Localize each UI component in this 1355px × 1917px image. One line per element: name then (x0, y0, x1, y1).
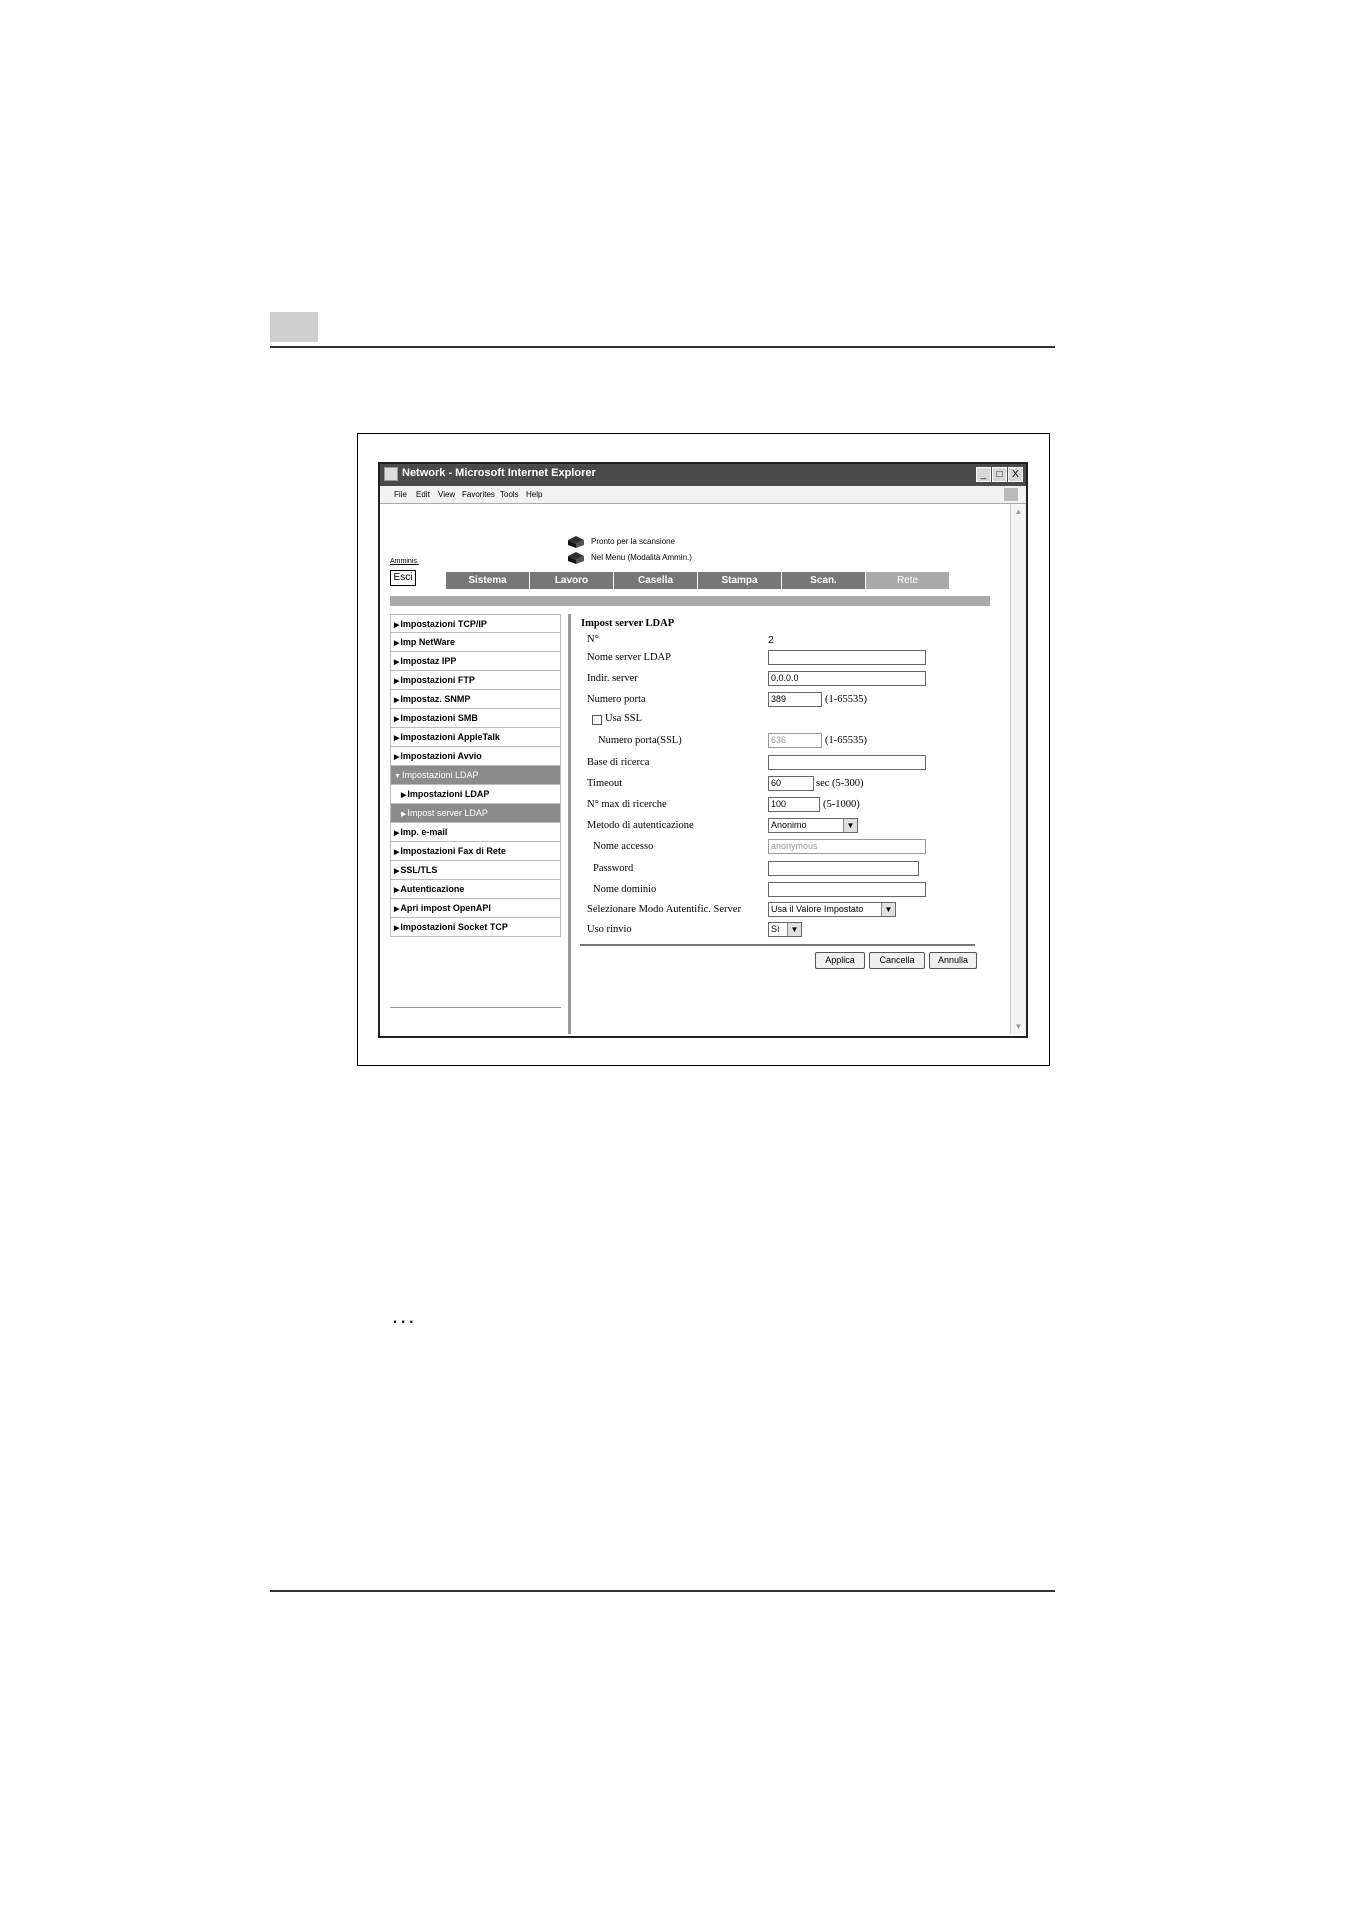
tab-scan[interactable]: Scan. (782, 572, 866, 589)
triangle-right-icon: ▶ (401, 811, 407, 818)
domain-name-input[interactable] (768, 882, 926, 897)
scroll-down-icon[interactable]: ▼ (1014, 1022, 1023, 1031)
sidebar-item-network-fax[interactable]: ▶Impostazioni Fax di Rete (390, 842, 561, 861)
sidebar-item-ldap[interactable]: ▼Impostazioni LDAP (390, 766, 561, 785)
use-ssl-checkbox[interactable] (592, 715, 602, 725)
port-range: (1-65535) (825, 694, 867, 705)
ssl-port-label: Numero porta(SSL) (598, 735, 682, 746)
no-label: N° (587, 634, 599, 645)
max-searches-label: N° max di ricerche (587, 799, 667, 810)
sidebar-item-socket-tcp[interactable]: ▶Impostazioni Socket TCP (390, 918, 561, 937)
chevron-down-icon: ▼ (787, 923, 801, 936)
referral-label: Uso rinvio (587, 924, 632, 935)
max-searches-input[interactable]: 100 (768, 797, 820, 812)
browser-window (378, 462, 1028, 1038)
page-marker (270, 312, 318, 342)
triangle-right-icon: ▶ (394, 849, 400, 856)
close-button[interactable]: X (1008, 467, 1023, 482)
sidebar-item-ftp[interactable]: ▶Impostazioni FTP (390, 671, 561, 690)
server-address-input[interactable]: 0.0.0.0 (768, 671, 926, 686)
referral-select[interactable] (768, 922, 802, 937)
admin-link[interactable]: Amminis. (390, 558, 419, 565)
printer-admin-icon (566, 550, 586, 565)
vertical-divider (568, 614, 571, 1034)
triangle-right-icon: ▶ (394, 659, 400, 666)
triangle-right-icon: ▶ (394, 754, 400, 761)
server-name-input[interactable] (768, 650, 926, 665)
triangle-right-icon: ▶ (394, 887, 400, 894)
triangle-right-icon: ▶ (394, 678, 400, 685)
sidebar (390, 614, 561, 937)
sidebar-item-snmp[interactable]: ▶Impostaz. SNMP (390, 690, 561, 709)
triangle-right-icon: ▶ (394, 906, 400, 913)
minimize-button[interactable]: _ (976, 467, 991, 482)
form-title: Impost server LDAP (581, 618, 675, 629)
printer-icon (566, 534, 586, 549)
referral-value: Sì (771, 924, 780, 934)
windows-logo-icon (1004, 488, 1018, 501)
sidebar-item-smb[interactable]: ▶Impostazioni SMB (390, 709, 561, 728)
auth-mode-label: Selezionare Modo Autentific. Server (587, 904, 741, 915)
clear-button[interactable]: Cancella (869, 952, 925, 969)
cancel-button[interactable]: Annulla (929, 952, 977, 969)
triangle-right-icon: ▶ (394, 716, 400, 723)
triangle-right-icon: ▶ (394, 697, 400, 704)
server-name-label: Nome server LDAP (587, 652, 671, 663)
menu-help[interactable]: Help (526, 490, 543, 499)
password-input[interactable] (768, 861, 919, 876)
triangle-right-icon: ▶ (394, 640, 400, 647)
use-ssl-label: Usa SSL (605, 713, 643, 724)
chevron-down-icon: ▼ (843, 819, 857, 832)
maximize-button[interactable]: □ (992, 467, 1007, 482)
domain-name-label: Nome dominio (593, 884, 657, 895)
menu-tools[interactable]: Tools (500, 490, 519, 499)
menu-view[interactable]: View (438, 490, 456, 499)
auth-mode-value: Usa il Valore Impostato (771, 904, 864, 914)
auth-method-label: Metodo di autenticazione (587, 820, 694, 831)
no-value: 2 (768, 634, 774, 646)
footer-rule (270, 1590, 1055, 1592)
sidebar-item-email[interactable]: ▶Imp. e-mail (390, 823, 561, 842)
auth-method-value: Anonimo (771, 820, 807, 830)
sidebar-subitem-ldap-server[interactable]: ▶Impost server LDAP (390, 804, 561, 823)
triangle-right-icon: ▶ (401, 792, 407, 799)
server-address-label: Indir. server (587, 673, 638, 684)
sidebar-item-tcpip[interactable]: ▶Impostazioni TCP/IP (390, 614, 561, 633)
tab-casella[interactable]: Casella (614, 572, 698, 589)
login-name-input[interactable]: anonymous (768, 839, 926, 854)
sidebar-bottom-rule (390, 1007, 561, 1008)
tab-sistema[interactable]: Sistema (446, 572, 530, 589)
chevron-down-icon: ▼ (881, 903, 895, 916)
sidebar-item-openapi[interactable]: ▶Apri impost OpenAPI (390, 899, 561, 918)
timeout-range: sec (5-300) (816, 778, 864, 789)
page-content (380, 504, 1010, 1034)
apply-button[interactable]: Applica (815, 952, 865, 969)
status-ready: Pronto per la scansione (591, 537, 676, 546)
port-label: Numero porta (587, 694, 646, 705)
timeout-input[interactable]: 60 (768, 776, 814, 791)
ie-icon (384, 467, 398, 481)
sidebar-item-ipp[interactable]: ▶Impostaz IPP (390, 652, 561, 671)
sidebar-item-ssl-tls[interactable]: ▶SSL/TLS (390, 861, 561, 880)
menu-file[interactable]: File (394, 490, 407, 499)
title-bar (380, 464, 1026, 486)
port-input[interactable]: 389 (768, 692, 822, 707)
header-rule (270, 346, 1055, 348)
form-divider (580, 944, 975, 946)
exit-button[interactable]: Esci (390, 570, 416, 586)
window-title: Network - Microsoft Internet Explorer (402, 467, 596, 479)
timeout-label: Timeout (587, 778, 623, 789)
ellipsis-marker: ... (392, 1303, 417, 1328)
sidebar-item-authentication[interactable]: ▶Autenticazione (390, 880, 561, 899)
triangle-right-icon: ▶ (394, 868, 400, 875)
status-admin-mode: Nel Menu (Modalità Ammin.) (591, 553, 692, 562)
tab-lavoro[interactable]: Lavoro (530, 572, 614, 589)
menu-favorites[interactable]: Favorites (462, 490, 495, 499)
triangle-down-icon: ▼ (394, 773, 401, 780)
triangle-right-icon: ▶ (394, 925, 400, 932)
tab-stampa[interactable]: Stampa (698, 572, 782, 589)
password-label: Password (593, 863, 634, 874)
scroll-up-icon[interactable]: ▲ (1014, 507, 1023, 516)
menu-edit[interactable]: Edit (416, 490, 430, 499)
auth-mode-select[interactable] (768, 902, 896, 917)
sidebar-item-appletalk[interactable]: ▶Impostazioni AppleTalk (390, 728, 561, 747)
triangle-right-icon: ▶ (394, 622, 400, 629)
ssl-port-range: (1-65535) (825, 735, 867, 746)
auth-method-select[interactable] (768, 818, 858, 833)
sidebar-subitem-ldap-settings[interactable]: ▶Impostazioni LDAP (390, 785, 561, 804)
ssl-port-input[interactable]: 636 (768, 733, 822, 748)
nav-rule (390, 596, 990, 606)
vertical-scrollbar[interactable] (1010, 504, 1026, 1034)
menu-bar (380, 486, 1026, 504)
login-name-label: Nome accesso (593, 841, 654, 852)
sidebar-item-netware[interactable]: ▶Imp NetWare (390, 633, 561, 652)
triangle-right-icon: ▶ (394, 735, 400, 742)
sidebar-item-avvio[interactable]: ▶Impostazioni Avvio (390, 747, 561, 766)
search-base-input[interactable] (768, 755, 926, 770)
max-searches-range: (5-1000) (823, 799, 860, 810)
triangle-right-icon: ▶ (394, 830, 400, 837)
search-base-label: Base di ricerca (587, 757, 650, 768)
tab-rete[interactable]: Rete (866, 572, 950, 589)
